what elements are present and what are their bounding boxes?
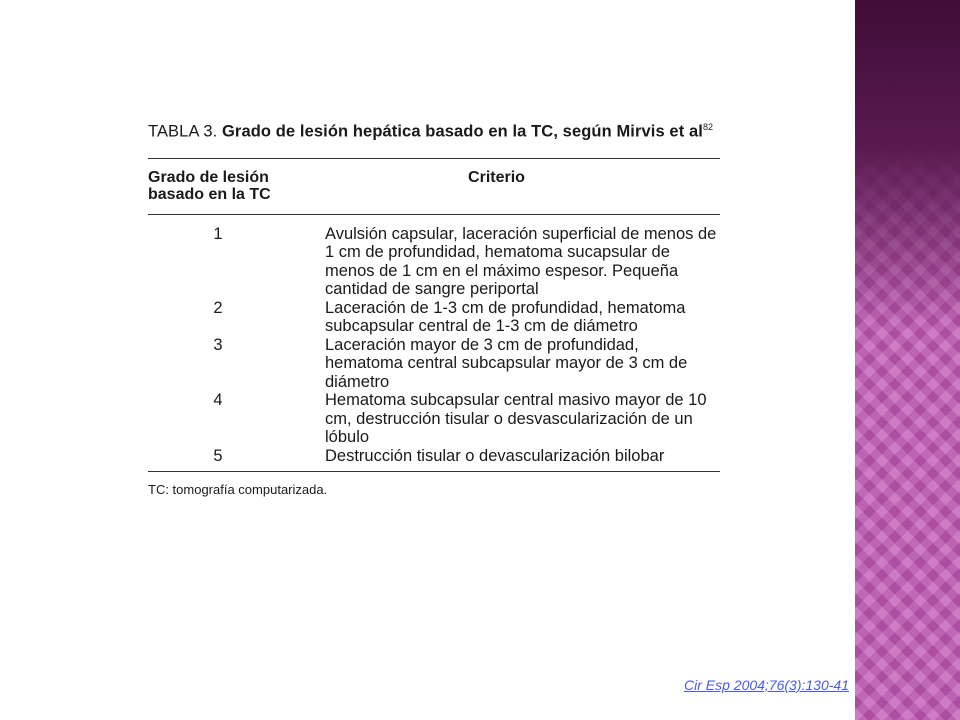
table-number: TABLA 3. bbox=[148, 122, 218, 141]
bottom-rule bbox=[148, 471, 720, 472]
table-body bbox=[148, 215, 720, 472]
row-grade: 1 bbox=[213, 224, 223, 243]
row-criterion: Hematoma subcapsular central masivo mayor de 10 cm, destrucción tisular o desvascularización de un lóbulo bbox=[325, 391, 707, 446]
table-title-text: Grado de lesión hepática basado en la TC, según Mirvis et al bbox=[221, 122, 703, 141]
title-reference: 82 bbox=[702, 122, 714, 132]
table-row bbox=[148, 336, 720, 392]
row-criterion: Laceración mayor de 3 cm de profundidad, hematoma central subcapsular mayor de 3 cm de diámetro bbox=[325, 335, 688, 391]
row-criterion: Laceración de 1-3 cm de profundidad, hematoma subcapsular central de 1-3 cm de diámetro bbox=[325, 298, 686, 335]
row-criterion: Destrucción tisular o devascularización bilobar bbox=[325, 446, 665, 465]
table-figure bbox=[148, 118, 720, 497]
table-row bbox=[148, 447, 720, 466]
row-grade: 4 bbox=[213, 391, 223, 409]
header-grade: Grado de lesión basado en la TC bbox=[148, 168, 271, 203]
row-criterion: Avulsión capsular, laceración superficial de menos de 1 cm de profundidad, hematoma sucapsular de menos de 1 cm en el máximo espesor. Pequeña cantidad de sangre periportal bbox=[325, 224, 717, 298]
row-grade: 5 bbox=[213, 446, 223, 465]
table-header-row bbox=[148, 159, 720, 214]
table-footnote: TC: tomografía computarizada. bbox=[148, 482, 328, 497]
decorative-side-band bbox=[855, 0, 960, 720]
side-band-gradient bbox=[855, 0, 960, 330]
table-title bbox=[148, 118, 720, 142]
row-grade: 2 bbox=[213, 298, 223, 317]
table-row bbox=[148, 225, 720, 299]
citation-link[interactable]: Cir Esp 2004;76(3):130-41 bbox=[684, 677, 849, 693]
table-row bbox=[148, 391, 720, 447]
row-grade: 3 bbox=[213, 335, 223, 354]
header-criterion: Criterio bbox=[468, 168, 525, 186]
table-row bbox=[148, 299, 720, 336]
